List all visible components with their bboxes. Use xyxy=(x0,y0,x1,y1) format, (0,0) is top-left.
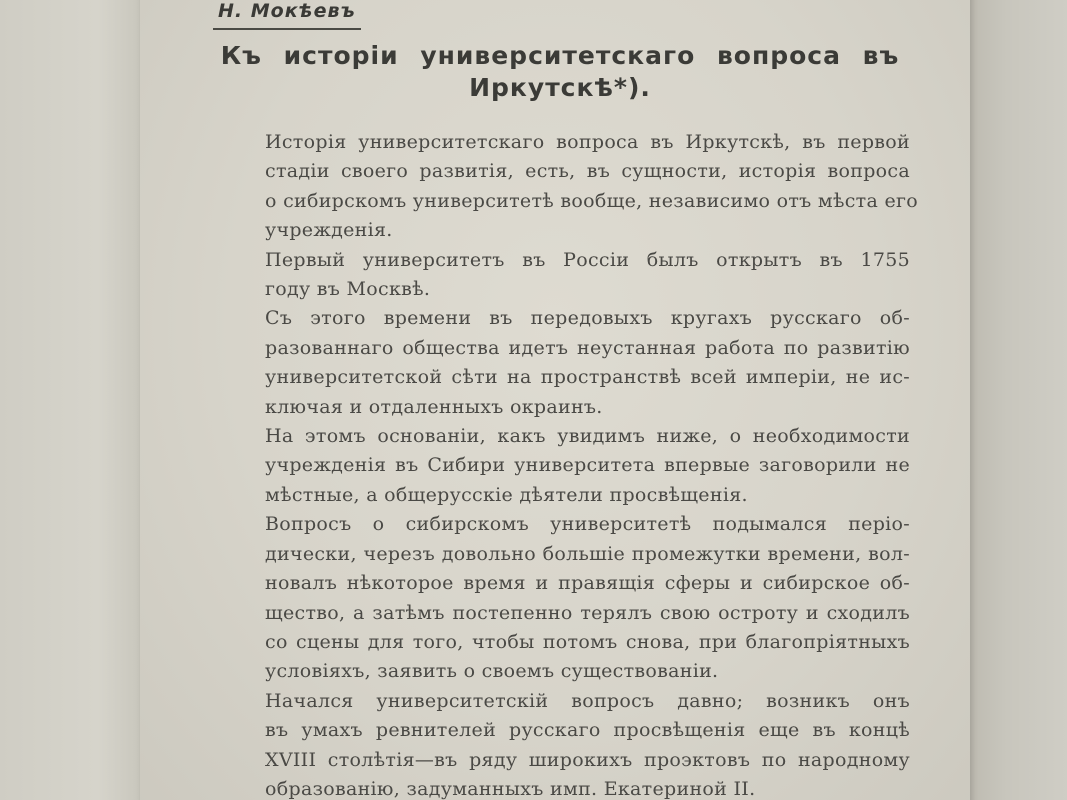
paragraph xyxy=(205,510,910,686)
header-underline xyxy=(213,28,361,30)
article-title xyxy=(160,40,960,104)
text-line: ключая и отдаленныхъ окраинъ. xyxy=(265,395,603,418)
text-line: условіяхъ, заявить о своемъ существованіи. xyxy=(265,660,719,683)
text-line: въ умахъ ревнителей русскаго просвѣщенія еще въ концѣ xyxy=(265,719,910,742)
text-line: На этомъ основаніи, какъ увидимъ ниже, о необходимости xyxy=(265,425,910,448)
text-line: разованнаго общества идетъ неустанная работа по развитію xyxy=(265,336,910,359)
paragraph xyxy=(205,304,910,422)
text-line: Съ этого времени въ передовыхъ кругахъ русскаго об- xyxy=(265,307,910,330)
author-header: Н. Мокѣевъ xyxy=(218,0,356,22)
text-line: университетской сѣти на пространствѣ всей имперіи, не ис- xyxy=(265,366,910,389)
text-line: щество, а затѣмъ постепенно терялъ свою остроту и сходилъ xyxy=(265,601,910,624)
paragraph xyxy=(205,687,910,800)
paragraph xyxy=(205,246,910,305)
text-line: со сцены для того, чтобы потомъ снова, при благопріятныхъ xyxy=(265,630,910,653)
table-surface-left xyxy=(0,0,140,800)
text-line: новалъ нѣкоторое время и правящія сферы и сибирское об- xyxy=(265,572,910,595)
title-line-1: Къ исторіи университетскаго вопроса въ xyxy=(220,41,900,70)
article-body xyxy=(205,128,918,800)
text-line: стадіи своего развитія, есть, въ сущности, исторія вопроса xyxy=(265,160,910,183)
title-line-2: Иркутскѣ*). xyxy=(469,73,651,102)
text-line: году въ Москвѣ. xyxy=(265,278,431,301)
paragraph xyxy=(205,422,910,510)
text-line: Исторія университетскаго вопроса въ Иркутскѣ, въ первой xyxy=(265,131,910,153)
text-line: мѣстные, а общерусскіе дѣятели просвѣщенія. xyxy=(265,483,748,506)
text-line: XVIII столѣтія—въ ряду широкихъ проэктовъ по народному xyxy=(265,748,910,771)
text-line: о сибирскомъ университетѣ вообще, независимо отъ мѣста его xyxy=(265,189,918,212)
text-line: Первый университетъ въ Россіи былъ открытъ въ 1755 xyxy=(265,248,910,271)
text-line: дически, черезъ довольно большіе промежутки времени, вол- xyxy=(265,542,910,565)
text-line: Вопросъ о сибирскомъ университетѣ подымался періо- xyxy=(265,513,910,536)
text-line: Начался университетскій вопросъ давно; возникъ онъ xyxy=(265,689,910,712)
text-line: учрежденія въ Сибири университета впервые заговорили не xyxy=(265,454,910,477)
paragraph xyxy=(205,128,918,246)
text-line: учрежденія. xyxy=(265,219,393,242)
table-surface-right xyxy=(967,0,1067,800)
text-line: образованію, задуманныхъ имп. Екатериной II. xyxy=(265,777,756,800)
